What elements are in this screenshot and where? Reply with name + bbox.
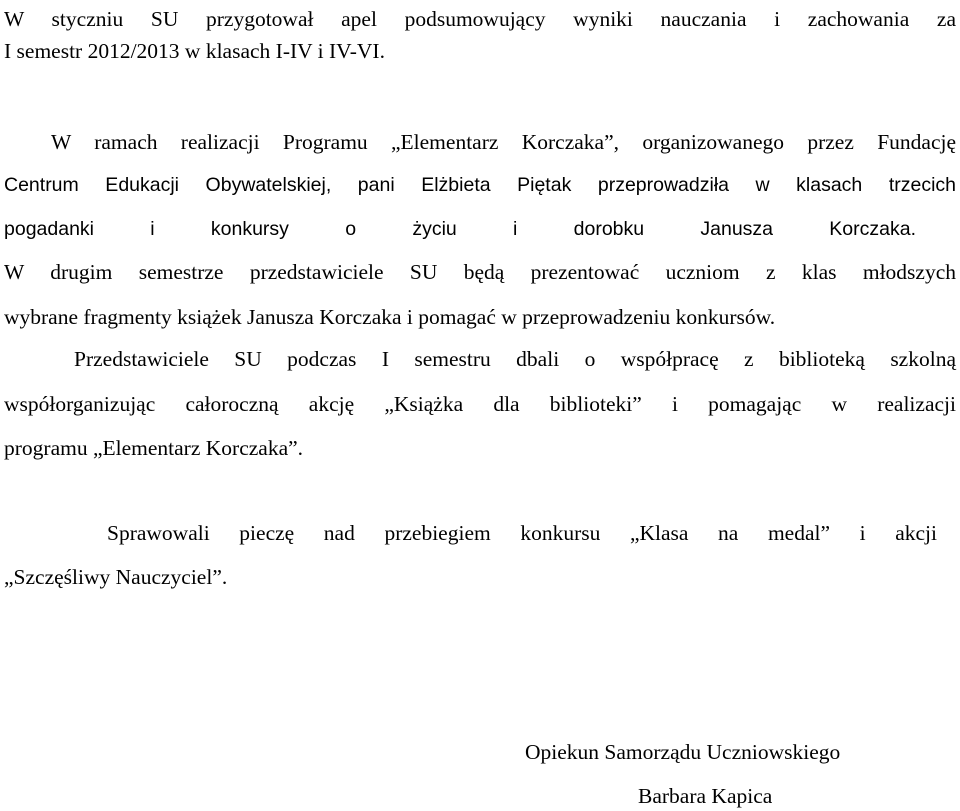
signature-role: Opiekun Samorządu Uczniowskiego bbox=[525, 740, 841, 764]
signature-name: Barbara Kapica bbox=[638, 784, 773, 808]
text-line: pogadanki i konkursy o życiu i dorobku Janusza Korczaka. bbox=[4, 218, 916, 240]
text-line: programu „Elementarz Korczaka”. bbox=[4, 436, 304, 460]
text-line: Centrum Edukacji Obywatelskiej, pani Elżbieta Piętak przeprowadziła w klasach trzecich bbox=[4, 174, 956, 196]
text-line: W styczniu SU przygotował apel podsumowujący wyniki nauczania i zachowania za bbox=[4, 7, 956, 31]
text-line: W drugim semestrze przedstawiciele SU będą prezentować uczniom z klas młodszych bbox=[4, 260, 956, 284]
text-line: I semestr 2012/2013 w klasach I-IV i IV-VI. bbox=[4, 39, 385, 63]
text-line: Sprawowali pieczę nad przebiegiem konkursu „Klasa na medal” i akcji bbox=[107, 521, 937, 545]
text-line: „Szczęśliwy Nauczyciel”. bbox=[4, 565, 228, 589]
text-line: wybrane fragmenty książek Janusza Korczaka i pomagać w przeprowadzeniu konkursów. bbox=[4, 305, 776, 329]
text-line: W ramach realizacji Programu „Elementarz Korczaka”, organizowanego przez Fundację bbox=[51, 130, 956, 154]
text-line: Przedstawiciele SU podczas I semestru dbali o współpracę z biblioteką szkolną bbox=[74, 347, 956, 371]
text-line: współorganizując całoroczną akcję „Książka dla biblioteki” i pomagając w realizacji bbox=[4, 392, 956, 416]
